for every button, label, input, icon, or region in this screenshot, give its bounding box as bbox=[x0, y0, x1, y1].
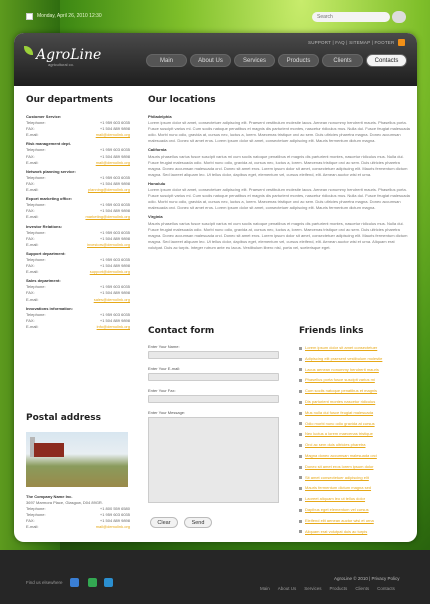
department-row bbox=[26, 132, 130, 138]
department-row bbox=[26, 324, 130, 330]
friend-link-row bbox=[299, 451, 409, 462]
row-value: +1 959 603 6035 bbox=[99, 147, 130, 153]
friend-link[interactable]: Laoreet aliquam leo ut tellus dolor bbox=[305, 496, 366, 502]
rss-icon[interactable] bbox=[398, 39, 405, 46]
social-icon-2[interactable] bbox=[88, 578, 97, 587]
row-label: FAX: bbox=[26, 290, 35, 296]
bullet-icon bbox=[299, 487, 302, 490]
row-value: +1 504 889 9898 bbox=[99, 208, 130, 214]
bullet-icon bbox=[299, 444, 302, 447]
row-label: E-mail: bbox=[26, 296, 39, 302]
department-name: Network planning service: bbox=[26, 168, 76, 174]
friend-link[interactable]: Lorem ipsum dolor sit amet consectetuer bbox=[305, 345, 378, 350]
footer-link[interactable]: Products bbox=[329, 586, 348, 591]
row-value[interactable]: support@demolink.org bbox=[89, 269, 130, 275]
row-value[interactable]: planning@demolink.org bbox=[87, 187, 130, 193]
friend-link[interactable]: Aliquam erat volutpat duis ac turpis bbox=[305, 528, 368, 534]
fax-field[interactable] bbox=[148, 395, 279, 403]
department-name: Support department: bbox=[26, 250, 66, 256]
row-label: Telephone: bbox=[26, 311, 46, 317]
department-name: Sales department: bbox=[26, 278, 61, 284]
clear-button[interactable]: Clear bbox=[150, 517, 178, 528]
send-button[interactable]: Send bbox=[184, 517, 212, 528]
row-label: FAX: bbox=[26, 208, 35, 214]
header bbox=[14, 33, 417, 86]
friend-link-row bbox=[299, 429, 409, 440]
date-text: Monday, April 26, 2010 12:30 bbox=[37, 13, 102, 19]
row-label: Telephone: bbox=[26, 256, 46, 262]
message-label: Enter Your Message: bbox=[148, 410, 186, 415]
department-row bbox=[26, 160, 130, 166]
row-label: Telephone: bbox=[26, 147, 46, 153]
row-value[interactable]: marketing@demolink.org bbox=[85, 214, 130, 220]
email-label: Enter Your E-mail: bbox=[148, 366, 181, 371]
nav-about-us[interactable]: About Us bbox=[190, 54, 231, 67]
location-text: Lorem ipsum dolor sit amet, consectetuer adipiscing elit. Praesent vestibulum molestie lacus. Aenean nonummy hendrerit mauris. Phasellus porta. Fusce suscipit varius mi. Cum sociis natoque penatibus et magnis dis parturient montes, nascetur ridiculus mus. Nulla dui. Fusce feugiat malesuada odio. Morbi nunc odio, gravida at, cursus nec, luctus a, lorem. Maecenas tristique orci ac sem. Duis ultricies pharetra magna. Donec accumsan malesuada orci. Donec sit amet eros. Lorem ipsum dolor sit amet, consectetuer adipiscing elit. Mauris fermentum dictum magna. bbox=[148, 187, 410, 211]
fax-label: Enter Your Fax: bbox=[148, 388, 176, 393]
row-label: FAX: bbox=[26, 235, 35, 241]
row-value: +1 504 889 9898 bbox=[99, 263, 130, 269]
postal-address bbox=[26, 494, 130, 530]
nav-contacts[interactable]: Contacts bbox=[366, 54, 407, 67]
department-row bbox=[26, 297, 130, 303]
friend-link[interactable]: Phasellus porta fusce suscipit varius mi bbox=[305, 377, 375, 383]
postal-email-link[interactable]: mail@demolink.org bbox=[95, 524, 130, 529]
friend-link-row bbox=[299, 375, 409, 386]
row-value[interactable]: sales@demolink.org bbox=[93, 296, 130, 302]
logo[interactable]: AgroLine bbox=[36, 47, 102, 63]
bullet-icon bbox=[299, 498, 302, 501]
postal-title: Postal address bbox=[26, 413, 101, 423]
location-name: California bbox=[148, 147, 167, 153]
friend-link-row bbox=[299, 419, 409, 430]
row-label: FAX: bbox=[26, 153, 35, 159]
friend-link-row bbox=[299, 365, 409, 376]
row-value: +1 504 889 9898 bbox=[99, 518, 130, 523]
row-label: FAX: bbox=[26, 317, 35, 323]
footer-link[interactable]: Services bbox=[304, 586, 322, 591]
bullet-icon bbox=[299, 509, 302, 512]
friend-link-row bbox=[299, 397, 409, 408]
row-label: E-mail: bbox=[26, 159, 39, 165]
row-value[interactable]: mail@demolink.org bbox=[95, 159, 130, 165]
friends-title: Friends links bbox=[299, 326, 364, 336]
department-row bbox=[26, 214, 130, 220]
friend-link-row bbox=[299, 440, 409, 451]
calendar-icon bbox=[26, 13, 33, 20]
date-bar bbox=[26, 10, 102, 22]
friend-link[interactable]: Mauris fermentum dictum magna sed bbox=[305, 485, 372, 491]
friend-link[interactable]: Donec sit amet eros lorem ipsum dolor bbox=[305, 463, 374, 469]
row-label: FAX: bbox=[26, 180, 35, 186]
departments-title: Our departments bbox=[26, 95, 113, 105]
row-value: +1 959 603 6035 bbox=[99, 284, 130, 290]
location-text: Mauris phasellus varius fusce suscipit varius mi cum sociis natoque penatibus et magnis dis parturient montes, nascetur ridiculus mus. Nulla dui. Fusce feugiat malesuada odio. Morbi nunc odio, gravida at, cursus nec, luctus a, lorem. Maecenas tristique orci ac sem. Duis ultricies pharetra magna. Donec accumsan malesuada orci. Donec sit amet eros. Lorem ipsum dolor sit amet, consectetuer adipiscing elit. Mauris fermentum dictum magna. Sed laoreet aliquam leo. Ut tellus dolor, dapibus eget, elementum vel, cursus eleifend, elit. Aenean auctor wisi et urna. Aliquam erat volutpat. Duis ac turpis. Integer rutrum ante eu lacus. Vestibulum libero nisl, porta vel, scelerisque eget. bbox=[148, 220, 408, 250]
locations-title: Our locations bbox=[148, 95, 216, 105]
row-label: E-mail: bbox=[26, 187, 39, 193]
row-label: E-mail: bbox=[26, 323, 39, 329]
row-value: +1 504 889 9898 bbox=[99, 153, 130, 159]
bullet-icon bbox=[299, 530, 302, 533]
department-name: Customer Service: bbox=[26, 114, 62, 119]
row-value: +1 504 889 9898 bbox=[99, 317, 130, 323]
main-card bbox=[14, 33, 417, 542]
location-name: Philadelphia bbox=[148, 114, 172, 119]
contact-form bbox=[148, 344, 288, 503]
contact-title: Contact form bbox=[148, 326, 215, 336]
row-value: +1 959 603 6035 bbox=[99, 512, 130, 517]
farm-photo bbox=[26, 432, 128, 487]
footer-links bbox=[260, 586, 403, 591]
department-row bbox=[26, 242, 130, 248]
search-input[interactable] bbox=[312, 12, 390, 22]
nav-services[interactable]: Services bbox=[234, 54, 275, 67]
social-icon-3[interactable] bbox=[104, 578, 113, 587]
department-name: Export marketing office: bbox=[26, 196, 73, 202]
row-label: Telephone: bbox=[26, 120, 46, 126]
friend-link[interactable]: Adipiscing elit praesent vestibulum molestie bbox=[305, 355, 383, 361]
friend-link-row bbox=[299, 408, 409, 419]
friend-link[interactable]: Sit amet consectetuer adipiscing elit bbox=[305, 474, 369, 480]
search-button[interactable] bbox=[392, 11, 406, 23]
row-label: Telephone: bbox=[26, 506, 46, 511]
bullet-icon bbox=[299, 401, 302, 404]
social-icon-1[interactable] bbox=[70, 578, 79, 587]
email-label: E-mail: bbox=[26, 524, 39, 529]
row-value: +1 959 603 6035 bbox=[99, 202, 130, 208]
friend-link[interactable]: Orci ac sem duis ultricies pharetra bbox=[305, 442, 366, 448]
row-value: +1 504 889 9898 bbox=[99, 126, 130, 132]
postal-email-row bbox=[26, 524, 130, 530]
row-value: +1 800 559 6580 bbox=[99, 506, 130, 511]
row-label: Telephone: bbox=[26, 229, 46, 235]
row-label: FAX: bbox=[26, 126, 35, 132]
friend-link-row bbox=[299, 473, 409, 484]
row-value: +1 504 889 9898 bbox=[99, 290, 130, 296]
department-row bbox=[26, 187, 130, 193]
name-label: Enter Your Name: bbox=[148, 344, 180, 349]
bullet-icon bbox=[299, 347, 302, 350]
friend-link[interactable]: Eleifend elit aenean auctor wisi et urna bbox=[305, 517, 374, 523]
row-label: E-mail: bbox=[26, 241, 39, 247]
friend-link-row bbox=[299, 483, 409, 494]
name-field[interactable] bbox=[148, 351, 279, 359]
nav-main[interactable]: Main bbox=[146, 54, 187, 67]
row-label: FAX: bbox=[26, 263, 35, 269]
row-label: Telephone: bbox=[26, 284, 46, 290]
leaf-logo-icon bbox=[24, 46, 33, 55]
friend-link-row bbox=[299, 516, 409, 527]
row-label: E-mail: bbox=[26, 132, 39, 138]
row-label: E-mail: bbox=[26, 269, 39, 275]
find-us-text: Find us elsewhere bbox=[26, 580, 63, 585]
department-name: Investor Relations: bbox=[26, 223, 63, 229]
row-value: +1 959 603 6035 bbox=[99, 229, 130, 235]
friend-link-row bbox=[299, 462, 409, 473]
footer-link[interactable]: About Us bbox=[277, 586, 297, 591]
locations-list bbox=[148, 111, 410, 251]
barn-shape bbox=[34, 443, 64, 457]
department-row bbox=[26, 269, 130, 275]
footer-link[interactable]: Contacts bbox=[377, 586, 395, 591]
copyright: AgroLine © 2010 | Privacy Policy bbox=[334, 576, 400, 581]
bullet-icon bbox=[299, 422, 302, 425]
bullet-icon bbox=[299, 368, 302, 371]
row-value[interactable]: mail@demolink.org bbox=[95, 132, 130, 138]
row-value: +1 959 603 6035 bbox=[99, 256, 130, 262]
departments-list bbox=[26, 111, 130, 330]
bullet-icon bbox=[299, 433, 302, 436]
nav-clients[interactable]: Clients bbox=[322, 54, 363, 67]
row-value: +1 504 889 9898 bbox=[99, 235, 130, 241]
bullet-icon bbox=[299, 455, 302, 458]
location-name: Honolulu bbox=[148, 180, 166, 186]
footer-link[interactable]: Main bbox=[260, 586, 270, 591]
friend-link[interactable]: Magna donec accumsan malesuada orci bbox=[305, 452, 377, 458]
bullet-icon bbox=[299, 520, 302, 523]
friends-links bbox=[299, 343, 409, 537]
bullet-icon bbox=[299, 476, 302, 479]
friend-link[interactable]: Dapibus eget elementum vel cursus bbox=[305, 506, 369, 512]
company-name: The Company Name Inc. bbox=[26, 494, 73, 499]
friend-link-row bbox=[299, 505, 409, 516]
row-value[interactable]: investors@demolink.org bbox=[87, 241, 130, 247]
row-value[interactable]: info@demolink.org bbox=[96, 323, 130, 329]
bullet-icon bbox=[299, 358, 302, 361]
bullet-icon bbox=[299, 412, 302, 415]
bullet-icon bbox=[299, 466, 302, 469]
nav-products[interactable]: Products bbox=[278, 54, 319, 67]
friend-link[interactable]: Odio morbi nunc odio gravida at cursus bbox=[305, 420, 375, 426]
message-field[interactable] bbox=[148, 417, 279, 503]
friend-link-row bbox=[299, 527, 409, 538]
friend-link-row bbox=[299, 354, 409, 365]
row-label: E-mail: bbox=[26, 214, 39, 220]
row-value: +1 959 603 6035 bbox=[99, 311, 130, 317]
row-value: +1 959 603 6035 bbox=[99, 174, 130, 180]
row-label: Telephone: bbox=[26, 202, 46, 208]
bullet-icon bbox=[299, 390, 302, 393]
bullet-icon bbox=[299, 379, 302, 382]
location-text: Lorem ipsum dolor sit amet, consectetuer adipiscing elit. Praesent vestibulum molestie lacus. Aenean nonummy hendrerit mauris. Phasellus porta. Fusce suscipit varius mi. Cum sociis natoque penatibus et magnis dis parturient montes, nascetur ridiculus mus. Nulla dui. Fusce feugiat malesuada odio. Morbi nunc odio, gravida at, cursus nec, luctus a, lorem. Maecenas tristique orci ac sem. Duis ultricies pharetra magna. Donec accumsan malesuada orci. Donec sit amet eros. Lorem ipsum dolor sit amet, consectetuer adipiscing elit. Mauris fermentum dictum magna. bbox=[148, 120, 410, 144]
email-field[interactable] bbox=[148, 373, 279, 381]
friend-link-row bbox=[299, 386, 409, 397]
friend-link[interactable]: Lacus aenean nonummy hendrerit mauris bbox=[305, 366, 379, 372]
friend-link-row bbox=[299, 343, 409, 354]
row-label: Telephone: bbox=[26, 174, 46, 180]
friend-link-row bbox=[299, 494, 409, 505]
main-nav bbox=[146, 54, 407, 67]
street-address: 3697 Marmora Place, Glasgow, D04 89GR. bbox=[26, 500, 103, 505]
footer-link[interactable]: Clients bbox=[355, 586, 370, 591]
utility-links[interactable]: SUPPORT | FAQ | SITEMAP | FOOTER bbox=[308, 40, 395, 45]
location-name: Virginia bbox=[148, 214, 163, 220]
department-name: Risk management dept. bbox=[26, 141, 71, 147]
friend-link[interactable]: Nec luctus a lorem maecenas tristique bbox=[305, 431, 373, 437]
friend-link[interactable]: Dis parturient montes nascetur ridiculus bbox=[305, 398, 376, 404]
friend-link[interactable]: Mus nulla dui fusce feugiat malesuada bbox=[305, 409, 374, 415]
row-label: FAX: bbox=[26, 518, 35, 523]
friend-link[interactable]: Cum sociis natoque penatibus et magnis bbox=[305, 388, 378, 394]
row-value: +1 959 603 6035 bbox=[99, 120, 130, 126]
row-value: +1 504 889 9898 bbox=[99, 180, 130, 186]
department-name: Innovations information: bbox=[26, 305, 73, 311]
row-label: Telephone: bbox=[26, 512, 46, 517]
location-text: Mauris phasellus varius fusce suscipit varius mi cum sociis natoque penatibus et magnis dis parturient montes, nascetur ridiculus mus. Nulla dui. Fusce feugiat malesuada odio. Morbi nunc odio, gravida at, cursus nec, luctus a, lorem. Maecenas tristique orci ac sem. Duis ultricies pharetra magna. Donec accumsan malesuada orci. Donec sit amet eros. Lorem ipsum dolor sit amet, consectetuer adipiscing elit. Mauris fermentum dictum magna. Sed laoreet aliquam leo. Ut tellus dolor, dapibus eget, elementum vel, cursus eleifend, elit. Aenean auctor wisi et urna. bbox=[148, 153, 408, 177]
logo-tagline: agricultural co. bbox=[48, 62, 75, 67]
